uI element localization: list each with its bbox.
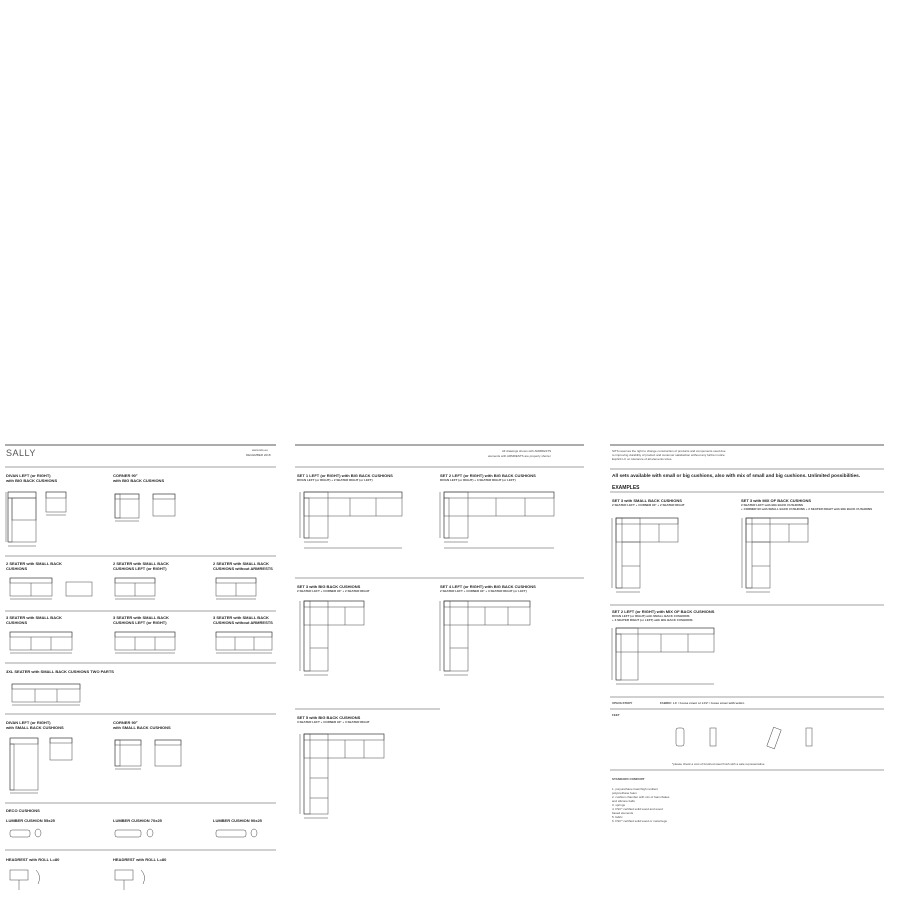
set-sub: DIVAN LEFT (or RIGHT) + 2 SEATER RIGHT (or LEFT): [297, 478, 373, 482]
section-title: 3XL SEATER with SMALL BACK CUSHIONS TWO PARTS: [6, 669, 114, 674]
section-title: 2 SEATER with SMALL BACK: [213, 561, 269, 566]
comfort-item: 6. FSC* certified solid wood or metal legs: [612, 819, 667, 823]
comfort-item: 4. FSC* certified solid wood and wood: [612, 807, 663, 811]
set-title: SET 1 LEFT (or RIGHT) with BIG BACK CUSHIONS: [297, 473, 393, 478]
section-title: 2 SEATER with SMALL BACK: [113, 561, 169, 566]
set-sub: 2 SEATER LEFT + CORNER 90° + 3 SEATER RIGHT (or LEFT): [440, 589, 527, 593]
examples-title: EXAMPLES: [612, 485, 640, 491]
set-title: SET 2 LEFT (or RIGHT) with BIG BACK CUSHIONS: [440, 473, 536, 478]
deco-item: LUMBER CUSHION 90x25: [213, 818, 262, 823]
example-title: SET 2 LEFT (or RIGHT) with MIX OF BACK CUSHIONS: [612, 609, 715, 614]
section-title: 3 SEATER with SMALL BACK: [213, 615, 269, 620]
section-sub: CUSHIONS without ARMRESTS: [213, 620, 273, 625]
example-sub: + 3 SEATER RIGHT (or LEFT) with BIG BACK CUSHIONS: [612, 618, 693, 622]
comfort-item: and silicone balls: [612, 799, 635, 803]
upholstery-label: UPHOLSTERY: [612, 701, 633, 705]
disclaimer-line: Explicit LC on tolerance of all elements sizes.: [612, 457, 673, 461]
deco-title: DECO CUSHIONS: [6, 808, 40, 813]
disclaimer-line: to improving durability of product and customer satisfaction without any further notice.: [612, 453, 726, 457]
set-sub: DIVAN LEFT (or RIGHT) + 3 SEATER RIGHT (or LEFT): [440, 478, 516, 482]
example-sub: DIVAN LEFT (or RIGHT) with SMALL BACK CUSHIONS: [612, 614, 690, 618]
comfort-title: STANDARD COMFORT: [612, 777, 645, 781]
section-sub: CUSHIONS: [6, 620, 28, 625]
feet-note: *please check a cost of brushed steel finish with a sale representative: [672, 762, 765, 766]
section-title: 3 SEATER with SMALL BACK: [6, 615, 62, 620]
deco-item: LUMBER CUSHION 55x25: [6, 818, 55, 823]
example-sub: 2 SEATER LEFT with BIG BACK CUSHIONS: [741, 503, 803, 507]
section-sub: with BIG BACK CUSHIONS: [113, 478, 165, 483]
comfort-item: 5. fabric: [612, 815, 623, 819]
section-sub: CUSHIONS: [6, 566, 28, 571]
section-sub: CUSHIONS LEFT (or RIGHT): [113, 566, 167, 571]
section-sub: CUSHIONS without ARMRESTS: [213, 566, 273, 571]
section-title: DIVAN LEFT (or RIGHT): [6, 720, 51, 725]
deco-item: LUMBER CUSHION 70x25: [113, 818, 162, 823]
comfort-item: 1. polyurethane foam/high resilient: [612, 787, 658, 791]
example-sub: 2 SEATER LEFT + CORNER 90° + 2 SEATER RIGHT: [612, 503, 685, 507]
comfort-item: based elements: [612, 811, 634, 815]
page-note: elements with ARMRESTS are properly shorter: [488, 454, 551, 458]
set-title: SET 4 LEFT (or RIGHT) with BIG BACK CUSHIONS: [440, 584, 536, 589]
feet-label: FEET: [612, 713, 620, 717]
set-title: SET 3 with BIG BACK CUSHIONS: [297, 584, 361, 589]
section-title: DIVAN LEFT (or RIGHT): [6, 473, 51, 478]
example-title: SET 3 with MIX OF BACK CUSHIONS: [741, 498, 812, 503]
example-title: SET 3 with SMALL BACK CUSHIONS: [612, 498, 682, 503]
set-title: SET 5 with BIG BACK CUSHIONS: [297, 715, 361, 720]
comfort-item: polyurethane foam: [612, 791, 637, 795]
set-sub: 2 SEATER LEFT + CORNER 90° + 2 SEATER RIGHT: [297, 589, 370, 593]
brand-title: SALLY: [6, 448, 36, 458]
set-sub: 3 SEATER LEFT + CORNER 90° + 3 SEATER RIGHT: [297, 720, 370, 724]
section-title: CORNER 90°: [113, 720, 138, 725]
section-sub: with SMALL BACK CUSHIONS: [6, 725, 64, 730]
comfort-item: 2. cushion chamber with mix of foam flakes: [612, 795, 670, 799]
headrest-title: HEADREST with ROLL L=80: [113, 857, 167, 862]
section-sub: with SMALL BACK CUSHIONS: [113, 725, 171, 730]
upholstery-text: FABRIC: LC = loose cover or LCV = loose cover with velcro: [660, 701, 745, 705]
brand-website: www.sits.eu: [252, 448, 268, 452]
page-note: All drawings shown with ARMRESTS: [502, 449, 552, 453]
disclaimer-line: SITS reserves the right to change construction of products and components used due: [612, 449, 726, 453]
headrest-title: HEADREST with ROLL L=80: [6, 857, 60, 862]
headline: All sets available with small or big cushions, also with mix of small and big cushions. Unlimited possibilities.: [612, 474, 861, 479]
section-sub: with BIG BACK CUSHIONS: [6, 478, 58, 483]
example-sub: + CORNER 90 with SMALL BACK CUSHIONS + 2 SEATER RIGHT with BIG BACK CUSHIONS: [741, 507, 873, 511]
section-title: 3 SEATER with SMALL BACK: [113, 615, 169, 620]
section-sub: CUSHIONS LEFT (or RIGHT): [113, 620, 167, 625]
section-title: CORNER 90°: [113, 473, 138, 478]
section-title: 2 SEATER with SMALL BACK: [6, 561, 62, 566]
comfort-item: 3. springs: [612, 803, 626, 807]
brand-date: DECEMBER 2018: [246, 453, 271, 457]
